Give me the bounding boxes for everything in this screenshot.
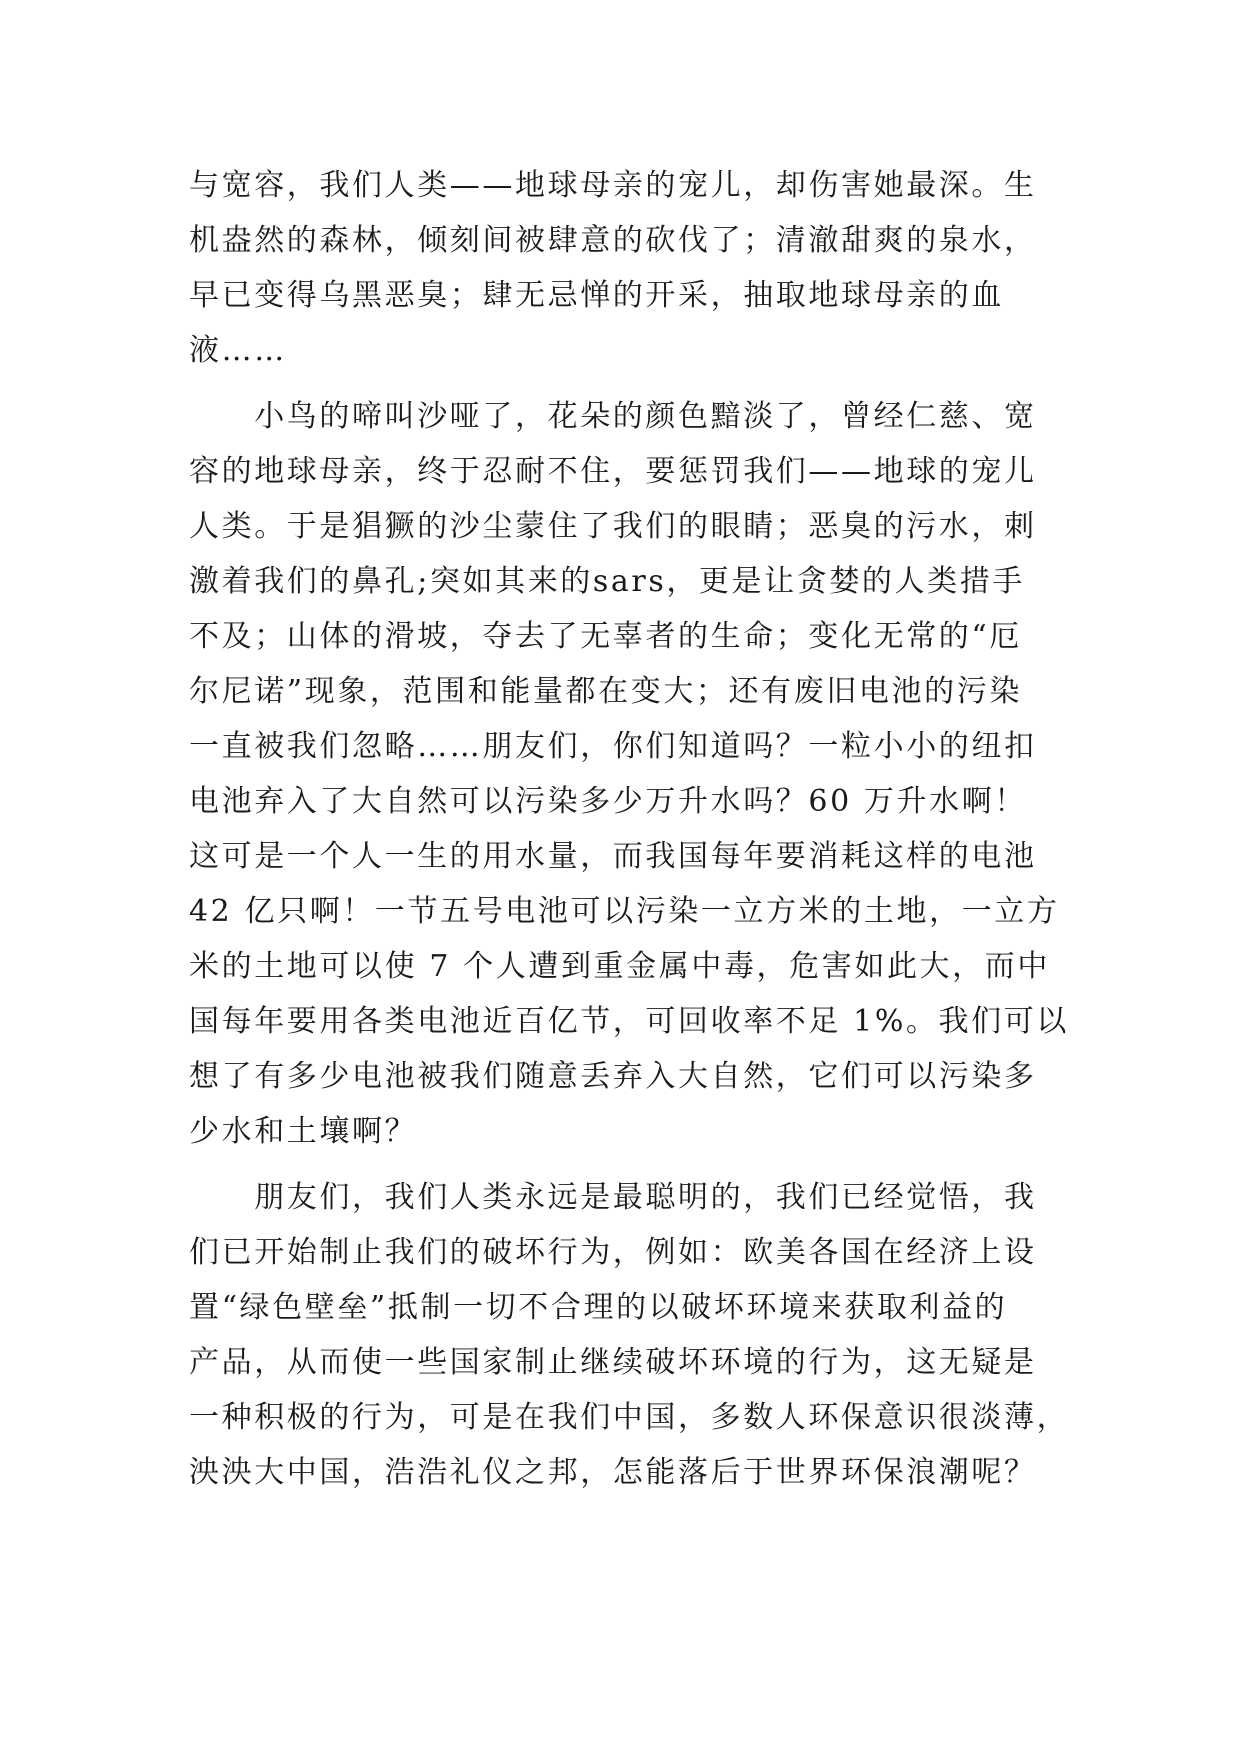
text-line: 激着我们的鼻孔;突如其来的sars，更是让贪婪的人类措手	[189, 564, 1025, 599]
text-line: 米的土地可以使 7 个人遭到重金属中毒，危害如此大，而中	[189, 949, 1050, 984]
text-line: 尔尼诺”现象，范围和能量都在变大；还有废旧电池的污染	[189, 674, 1022, 709]
text-line: 42 亿只啊！一节五号电池可以污染一立方米的土地，一立方	[189, 894, 1060, 929]
text-line: 一直被我们忽略……朋友们，你们知道吗？一粒小小的纽扣	[189, 729, 1037, 764]
text-line: 容的地球母亲，终于忍耐不住，要惩罚我们——地球的宠儿	[189, 454, 1037, 489]
text-line: 与宽容，我们人类——地球母亲的宠儿，却伤害她最深。生	[189, 168, 1037, 203]
text-line: 少水和土壤啊？	[189, 1114, 418, 1149]
text-line: 早已变得乌黑恶臭；肆无忌惮的开采，抽取地球母亲的血	[189, 278, 1004, 313]
text-line: 不及；山体的滑坡，夺去了无辜者的生命；变化无常的“厄	[189, 619, 1022, 654]
text-line: 想了有多少电池被我们随意丢弃入大自然，它们可以污染多	[189, 1059, 1037, 1094]
text-line: 们已开始制止我们的破坏行为，例如：欧美各国在经济上设	[189, 1235, 1037, 1270]
text-line: 人类。于是猖獗的沙尘蒙住了我们的眼睛；恶臭的污水，刺	[189, 509, 1037, 544]
text-line: 产品，从而使一些国家制止继续破坏环境的行为，这无疑是	[189, 1345, 1037, 1380]
text-line: 朋友们，我们人类永远是最聪明的，我们已经觉悟，我	[189, 1180, 1037, 1215]
text-line: 泱泱大中国，浩浩礼仪之邦，怎能落后于世界环保浪潮呢？	[189, 1455, 1037, 1490]
text-line: 小鸟的啼叫沙哑了，花朵的颜色黯淡了，曾经仁慈、宽	[189, 399, 1037, 434]
text-line: 国每年要用各类电池近百亿节，可回收率不足 1%。我们可以	[189, 1004, 1069, 1039]
text-line: 机盎然的森林，倾刻间被肆意的砍伐了；清澈甜爽的泉水，	[189, 223, 1037, 258]
text-line: 置“绿色壁垒”抵制一切不合理的以破坏环境来获取利益的	[189, 1290, 1008, 1325]
text-line: 这可是一个人一生的用水量，而我国每年要消耗这样的电池	[189, 839, 1037, 874]
text-line: 电池弃入了大自然可以污染多少万升水吗？60 万升水啊！	[189, 784, 1027, 819]
text-line: 一种积极的行为，可是在我们中国，多数人环保意识很淡薄，	[189, 1400, 1070, 1435]
text-line: 液……	[189, 333, 287, 368]
